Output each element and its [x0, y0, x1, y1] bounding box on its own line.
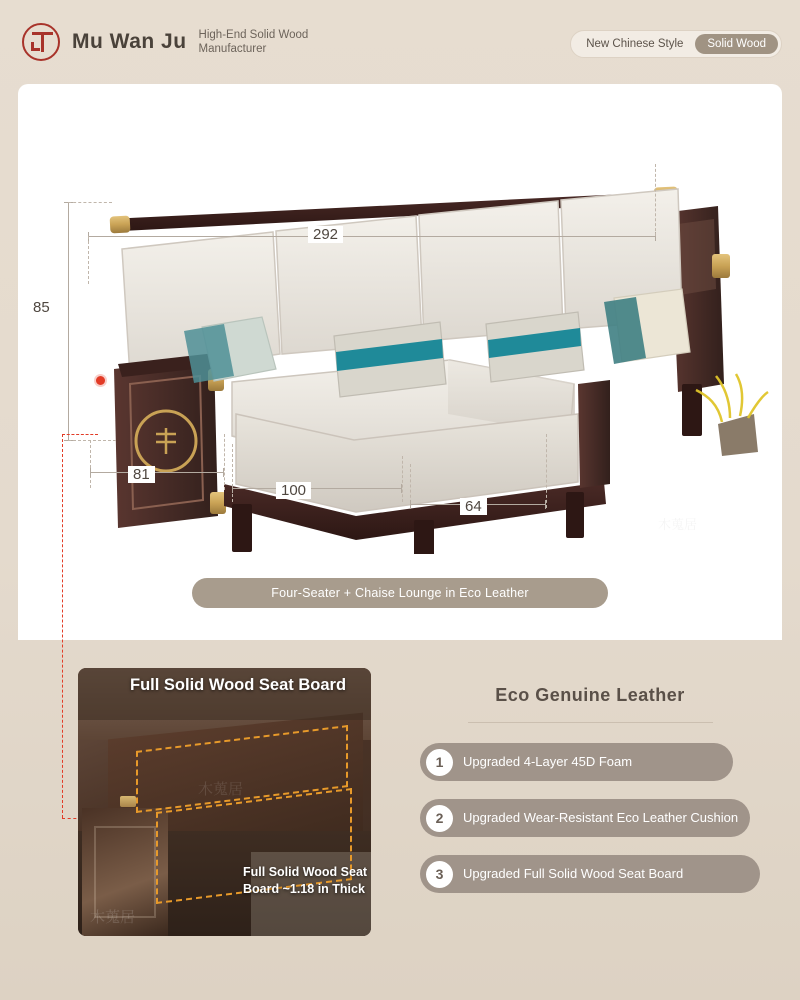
product-caption: Four-Seater + Chaise Lounge in Eco Leather — [192, 578, 608, 608]
photo-note: Full Solid Wood Seat Board ~1.18 in Thick — [243, 865, 368, 896]
sofa-illustration — [18, 84, 782, 554]
dimension-tick — [223, 468, 224, 477]
dimension-line-arm — [90, 472, 224, 473]
dimension-guide — [402, 456, 403, 502]
brand-name: Mu Wan Ju — [72, 30, 187, 53]
dimension-tick — [90, 468, 91, 477]
feature-number: 3 — [426, 861, 453, 888]
callout-marker-icon — [96, 376, 105, 385]
divider — [468, 722, 713, 723]
dimension-label-chaise: 64 — [460, 498, 487, 515]
dimension-guide — [232, 444, 233, 502]
features-title: Eco Genuine Leather — [495, 685, 685, 705]
tab-new-chinese-style[interactable]: New Chinese Style — [586, 38, 684, 50]
feature-item-1 — [420, 743, 733, 781]
feature-number: 2 — [426, 805, 453, 832]
dimension-tick — [410, 500, 411, 509]
feature-text: Upgraded 4-Layer 45D Foam — [463, 753, 633, 769]
dimension-guide — [546, 434, 547, 508]
seat-board-photo — [78, 668, 371, 936]
feature-text: Upgraded Full Solid Wood Seat Board — [463, 865, 684, 881]
page-header — [0, 0, 800, 84]
dimension-label-width: 292 — [308, 226, 343, 243]
dimension-tick — [232, 484, 233, 493]
dimension-guide — [68, 202, 112, 203]
features-panel — [420, 685, 760, 911]
dimension-line-height — [68, 202, 69, 440]
dimension-label-arm-depth: 81 — [128, 466, 155, 483]
feature-item-2 — [420, 799, 750, 837]
dimension-guide — [88, 236, 89, 284]
feature-item-3 — [420, 855, 760, 893]
feature-number: 1 — [426, 749, 453, 776]
product-image-card — [18, 84, 782, 640]
dimension-guide — [655, 164, 656, 236]
brand-tagline: High-End Solid Wood Manufacturer — [198, 28, 309, 55]
callout-connector — [62, 434, 98, 435]
dimension-label-seat-depth: 100 — [276, 482, 311, 499]
dimension-guide — [68, 440, 116, 441]
dimension-guide — [224, 434, 225, 490]
dimension-tick — [401, 484, 402, 493]
dimension-line-width — [88, 236, 656, 237]
dimension-line-seat — [232, 488, 402, 489]
photo-title: Full Solid Wood Seat Board — [130, 676, 347, 694]
dimension-tick — [545, 500, 546, 509]
detail-section — [0, 640, 800, 1000]
feature-text: Upgraded Wear-Resistant Eco Leather Cushion — [463, 809, 739, 825]
watermark: 木蒐居 — [90, 909, 136, 926]
dimension-label-height: 85 — [28, 299, 55, 316]
brand-logo-icon — [22, 23, 60, 61]
watermark: 木蒐居 — [198, 781, 244, 798]
tab-solid-wood[interactable]: Solid Wood — [695, 34, 778, 54]
dimension-guide — [90, 440, 91, 488]
category-tabs[interactable] — [570, 30, 782, 58]
